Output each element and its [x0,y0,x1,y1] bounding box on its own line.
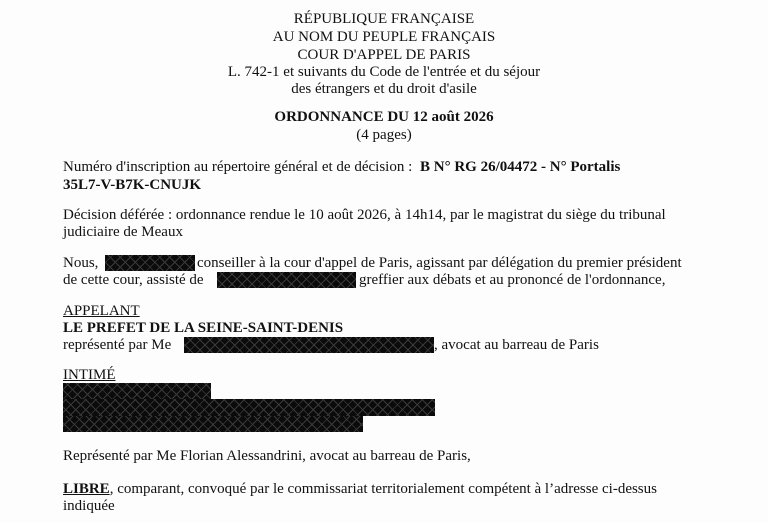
redaction-intime-name [63,383,211,399]
header-court: COUR D'APPEL DE PARIS [297,47,471,63]
intime-status-line [63,480,657,498]
appelant-heading: APPELANT [63,303,140,319]
redaction-lawyer-name [184,337,434,353]
intime-representation: Représenté par Me Florian Alessandrini, avocat au barreau de Paris, [63,448,471,464]
page-count: (4 pages) [356,127,412,143]
header-code-ref-cont: des étrangers et du droit d'asile [291,81,477,97]
redaction-clerk-name [217,272,356,288]
judge-line-1: conseiller à la cour d'appel de Paris, agissant par délégation du premier président [197,255,682,271]
ordonnance-title: ORDONNANCE DU 12 août 2026 [274,109,494,125]
decision-line-1: Décision déférée : ordonnance rendue le 10 août 2026, à 14h14, par le magistrat du siège du tribunal [63,207,666,223]
appelant-rep-end: , avocat au barreau de Paris [434,337,599,353]
decision-line-2: judiciaire de Meaux [63,224,183,240]
appelant-name: LE PREFET DE LA SEINE-SAINT-DENIS [63,320,344,336]
judge-line-2-end: greffier aux débats et au prononcé de l'ordonnance, [359,272,666,288]
appelant-rep-start: représenté par Me [63,337,172,353]
intime-heading: INTIMÉ [63,367,116,383]
registration-label: Numéro d'inscription au répertoire général et de décision : [63,159,413,175]
redaction-intime-address [63,416,363,432]
header-republic: RÉPUBLIQUE FRANÇAISE [293,11,475,27]
status-libre: LIBRE [63,481,110,497]
registration-line [63,158,620,176]
judge-nous: Nous, [63,255,99,271]
redaction-intime-details [63,399,435,416]
registration-number: B N° RG 26/04472 - N° Portalis [420,159,621,175]
redaction-judge-name [105,255,195,271]
header-people: AU NOM DU PEUPLE FRANÇAIS [272,29,496,45]
status-description-cont: indiquée [63,498,115,514]
judge-line-2-start: de cette cour, assisté de [63,272,204,288]
status-description: , comparant, convoqué par le commissariat territorialement compétent à l’adresse ci-dessus [109,481,657,497]
header-code-ref: L. 742-1 et suivants du Code de l'entrée et du séjour [227,64,541,80]
registration-portalis: 35L7-V-B7K-CNUJK [63,177,202,193]
